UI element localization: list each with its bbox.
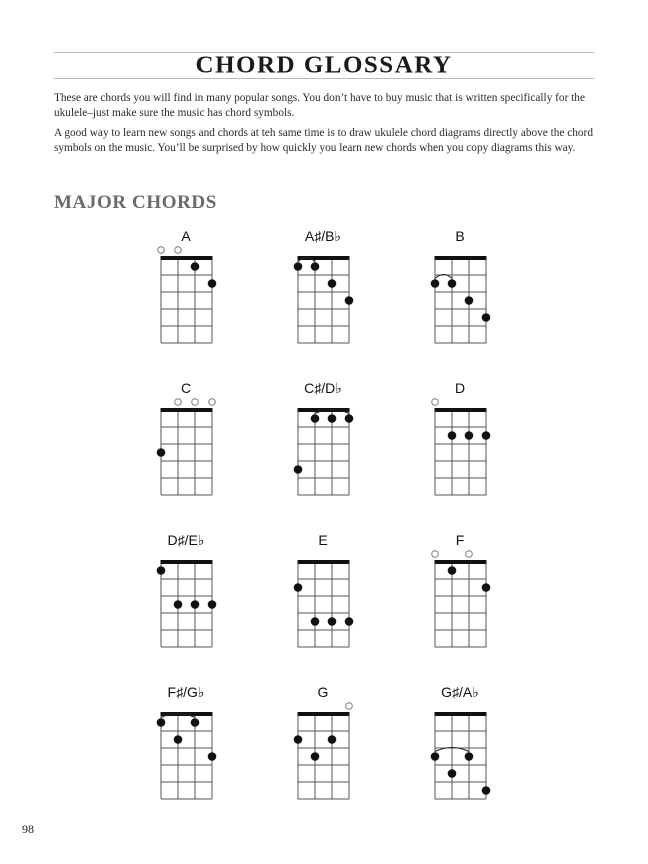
finger-dot — [294, 583, 303, 592]
chord-name: B — [455, 228, 465, 244]
chord-name: D — [454, 380, 466, 396]
chord-name: D♯/E♭ — [167, 532, 205, 548]
finger-dot — [482, 583, 491, 592]
nut — [161, 408, 213, 412]
finger-dot — [345, 296, 354, 305]
finger-dot — [174, 735, 183, 744]
chord-diagram — [280, 684, 370, 814]
finger-dot — [328, 279, 337, 288]
finger-dot — [448, 279, 457, 288]
fretboard — [280, 380, 370, 510]
section-heading: MAJOR CHORDS — [54, 192, 217, 213]
finger-dot — [448, 431, 457, 440]
fretboard — [417, 380, 507, 510]
finger-dot — [465, 752, 474, 761]
nut — [435, 560, 487, 564]
chord-name: C♯/D♭ — [304, 380, 342, 396]
nut — [298, 712, 350, 716]
chord-name: E — [318, 532, 328, 548]
finger-dot — [191, 600, 200, 609]
chord-diagram — [417, 684, 507, 814]
chord-name: G♯/A♭ — [441, 684, 479, 700]
chord-diagram — [143, 380, 233, 510]
finger-dot — [328, 735, 337, 744]
fretboard — [143, 532, 233, 662]
chord-diagram — [417, 532, 507, 662]
open-string-icon — [432, 551, 439, 558]
intro-paragraph-2: A good way to learn new songs and chords at teh same time is to draw ukulele chord diagrams directly above the chord symbols on the music. You’ll be surprised by how quickly you learn new chords when you copy diagrams this way. — [54, 127, 593, 154]
nut — [161, 560, 213, 564]
chord-name: A♯/B♭ — [304, 228, 342, 244]
finger-dot — [311, 262, 320, 271]
open-string-icon — [158, 247, 165, 254]
open-string-icon — [192, 399, 199, 406]
finger-dot — [328, 414, 337, 423]
finger-dot — [157, 566, 166, 575]
finger-dot — [157, 718, 166, 727]
chord-name: F♯/G♭ — [167, 684, 205, 700]
finger-dot — [311, 752, 320, 761]
fretboard — [280, 228, 370, 358]
finger-dot — [208, 600, 217, 609]
open-string-icon — [175, 247, 182, 254]
fretboard — [417, 228, 507, 358]
finger-dot — [431, 279, 440, 288]
chord-diagram — [143, 684, 233, 814]
chord-diagram — [143, 228, 233, 358]
finger-dot — [191, 718, 200, 727]
finger-dot — [174, 600, 183, 609]
finger-dot — [311, 617, 320, 626]
chord-name: F — [455, 532, 465, 548]
open-string-icon — [466, 551, 473, 558]
chord-name: C — [180, 380, 192, 396]
finger-dot — [482, 431, 491, 440]
finger-dot — [482, 786, 491, 795]
finger-dot — [345, 617, 354, 626]
nut — [298, 560, 350, 564]
nut — [435, 712, 487, 716]
fretboard — [417, 684, 507, 814]
chord-diagram — [417, 380, 507, 510]
fretboard — [280, 532, 370, 662]
chord-diagram — [280, 380, 370, 510]
chord-diagram — [280, 228, 370, 358]
finger-dot — [431, 752, 440, 761]
open-string-icon — [175, 399, 182, 406]
chord-diagram — [417, 228, 507, 358]
fretboard — [143, 684, 233, 814]
nut — [435, 408, 487, 412]
finger-dot — [448, 769, 457, 778]
finger-dot — [208, 752, 217, 761]
open-string-icon — [432, 399, 439, 406]
finger-dot — [294, 735, 303, 744]
nut — [435, 256, 487, 260]
page-title: CHORD GLOSSARY — [195, 52, 453, 79]
finger-dot — [328, 617, 337, 626]
finger-dot — [311, 414, 320, 423]
finger-dot — [345, 414, 354, 423]
chord-diagram — [280, 532, 370, 662]
fretboard — [280, 684, 370, 814]
fretboard — [143, 380, 233, 510]
finger-dot — [191, 262, 200, 271]
open-string-icon — [346, 703, 353, 710]
chord-diagram — [143, 532, 233, 662]
open-string-icon — [209, 399, 216, 406]
page-number: 98 — [22, 822, 34, 836]
title-bottom-rule — [54, 78, 594, 79]
finger-dot — [294, 465, 303, 474]
fretboard — [417, 532, 507, 662]
chord-name: G — [317, 684, 329, 700]
finger-dot — [465, 296, 474, 305]
finger-dot — [448, 566, 457, 575]
chord-name: A — [181, 228, 191, 244]
nut — [161, 256, 213, 260]
fretboard — [143, 228, 233, 358]
finger-dot — [465, 431, 474, 440]
finger-dot — [294, 262, 303, 271]
finger-dot — [208, 279, 217, 288]
finger-dot — [157, 448, 166, 457]
finger-dot — [482, 313, 491, 322]
intro-paragraph-1: These are chords you will find in many popular songs. You don’t have to buy music that is written specifically for the ukulele–just make sure the music has chord symbols. — [54, 92, 585, 119]
